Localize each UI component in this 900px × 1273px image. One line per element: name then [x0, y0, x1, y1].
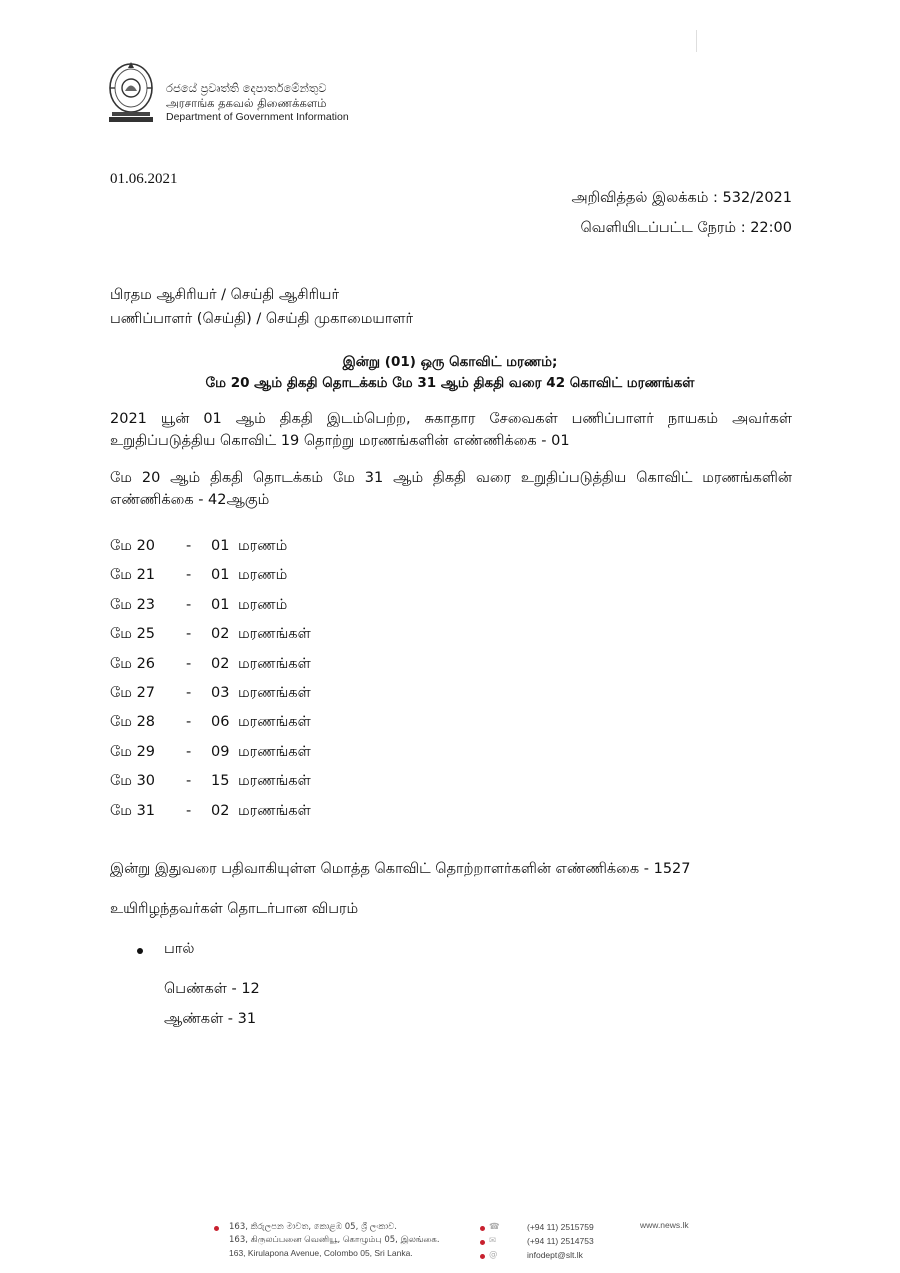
footer-address-sinhala: 163, කිරුලපන මාවත, කොළඹ 05, ශ්‍රී ලංකාව. [229, 1222, 397, 1232]
death-dash: - [186, 567, 192, 583]
document-date: 01.06.2021 [110, 171, 178, 187]
death-dash: - [186, 656, 192, 672]
recipient-line-1: பிரதம ஆசிரியர் / செய்தி ஆசிரியர் [110, 287, 340, 303]
death-unit: மரணங்கள் [238, 714, 311, 730]
death-dash: - [186, 597, 192, 613]
death-dash: - [186, 714, 192, 730]
death-count: 15 [211, 773, 230, 789]
footer-email: infodept@slt.lk [527, 1250, 583, 1260]
email-bullet [480, 1254, 485, 1259]
death-count: 09 [211, 744, 230, 760]
death-count: 06 [211, 714, 230, 730]
death-unit: மரணங்கள் [238, 685, 311, 701]
death-count: 01 [211, 597, 230, 613]
death-count: 01 [211, 538, 230, 554]
death-unit: மரணம் [238, 538, 288, 554]
dept-name-tamil: அரசாங்க தகவல் திணைக்களம் [166, 96, 327, 110]
bullet-dot [137, 948, 143, 954]
footer-website[interactable]: www.news.lk [640, 1220, 689, 1230]
death-count: 02 [211, 803, 230, 819]
death-date: மே 30 [110, 773, 156, 789]
fax-icon: ✉ [489, 1236, 497, 1246]
death-unit: மரணங்கள் [238, 656, 311, 672]
scan-artifact [696, 30, 697, 52]
death-dash: - [186, 626, 192, 642]
death-count: 01 [211, 567, 230, 583]
government-emblem-logo [106, 58, 156, 126]
death-unit: மரணங்கள் [238, 803, 311, 819]
death-date: மே 21 [110, 567, 156, 583]
death-unit: மரணங்கள் [238, 626, 311, 642]
phone-icon: ☎ [489, 1222, 500, 1232]
death-count: 02 [211, 656, 230, 672]
death-date: மே 29 [110, 744, 156, 760]
death-count: 02 [211, 626, 230, 642]
address-bullet [214, 1226, 219, 1231]
death-date: மே 31 [110, 803, 156, 819]
death-date: மே 28 [110, 714, 156, 730]
death-date: மே 25 [110, 626, 156, 642]
death-count: 03 [211, 685, 230, 701]
death-unit: மரணங்கள் [238, 744, 311, 760]
death-date: மே 23 [110, 597, 156, 613]
female-count: பெண்கள் - 12 [164, 981, 260, 997]
death-date: மே 26 [110, 656, 156, 672]
footer-address-english: 163, Kirulapona Avenue, Colombo 05, Sri Lanka. [229, 1248, 413, 1258]
footer-fax: (+94 11) 2514753 [527, 1236, 594, 1246]
title-line-1-text: இன்று (01) ஒரு கொவிட் மரணம்; [342, 354, 558, 370]
death-date: மே 27 [110, 685, 156, 701]
recipient-line-2: பணிப்பாளர் (செய்தி) / செய்தி முகாமையாளர் [110, 311, 414, 327]
death-date: மே 20 [110, 538, 156, 554]
death-dash: - [186, 803, 192, 819]
death-unit: மரணங்கள் [238, 773, 311, 789]
death-dash: - [186, 538, 192, 554]
release-time: வெளியிடப்பட்ட நேரம் : 22:00 [580, 220, 792, 236]
footer-address-tamil: 163, கிருலப்பனை வெனியூ, கொழும்பு 05, இலங்கை. [229, 1235, 440, 1245]
notice-number: அறிவித்தல் இலக்கம் : 532/2021 [571, 190, 792, 206]
footer-phone: (+94 11) 2515759 [527, 1222, 594, 1232]
dept-name-english: Department of Government Information [166, 111, 349, 123]
male-count: ஆண்கள் - 31 [164, 1011, 257, 1027]
death-unit: மரணம் [238, 567, 288, 583]
death-unit: மரணம் [238, 597, 288, 613]
fax-bullet [480, 1240, 485, 1245]
title-line-2-text: மே 20 ஆம் திகதி தொடக்கம் மே 31 ஆம் திகதி வரை 42 கொவிட் மரணங்கள் [205, 375, 695, 391]
body-paragraph-2: மே 20 ஆம் திகதி தொடக்கம் மே 31 ஆம் திகதி வரை உறுதிப்படுத்திய கொவிட் மரணங்களின் எண்ணிக்கை - 42ஆகும் [110, 470, 792, 508]
email-icon: @ [489, 1250, 498, 1260]
dept-name-sinhala: රජයේ ප්‍රවෘත්ති දෙපාර්තමේන්තුව [166, 81, 327, 95]
phone-bullet [480, 1226, 485, 1231]
death-dash: - [186, 685, 192, 701]
death-dash: - [186, 744, 192, 760]
deceased-details-heading: உயிரிழந்தவர்கள் தொடர்பான விபரம் [110, 901, 359, 917]
body-paragraph-1: 2021 யூன் 01 ஆம் திகதி இடம்பெற்ற, சுகாதார சேவைகள் பணிப்பாளர் நாயகம் அவர்கள் உறுதிப்படுத்திய கொவிட் 19 தொற்று மரணங்களின் எண்ணிக்கை - 01 [110, 411, 792, 449]
death-dash: - [186, 773, 192, 789]
total-cases-line: இன்று இதுவரை பதிவாகியுள்ள மொத்த கொவிட் தொற்றாளர்களின் எண்ணிக்கை - 1527 [110, 861, 691, 877]
title-line-1 [0, 354, 900, 372]
title-line-2 [0, 375, 900, 393]
gender-label: பால் [164, 941, 195, 957]
